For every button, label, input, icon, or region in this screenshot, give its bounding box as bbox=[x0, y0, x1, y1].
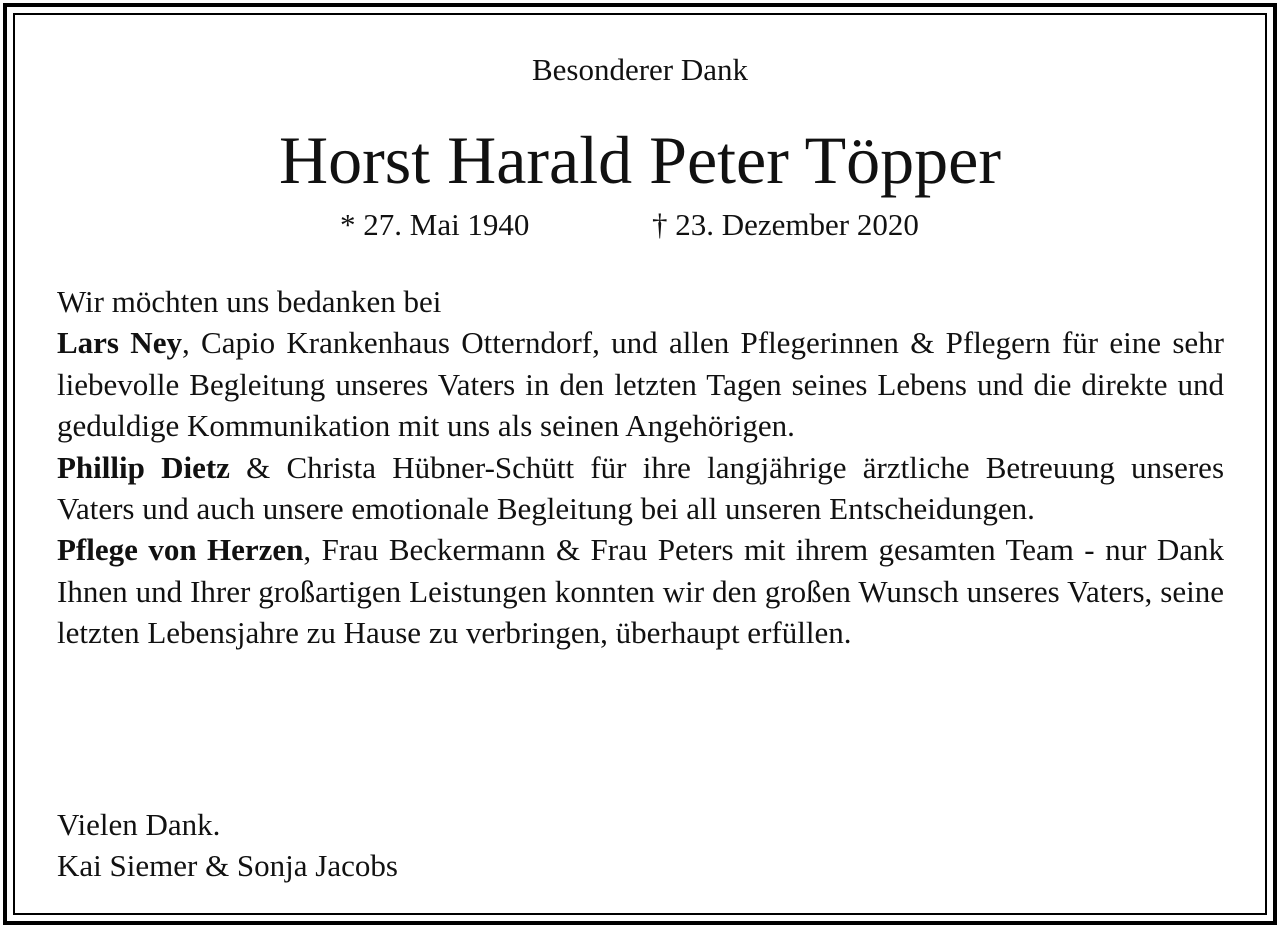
thanks-text: , Frau Beckermann & Frau Peters mit ihrem gesamten Team - nur Dank Ihnen und Ihrer großartigen Leistungen konnten wir den großen Wunsch unseres Vaters, seine letzten Lebensjahre zu Hause zu verbringen, überhaupt erfüllen. bbox=[57, 532, 1224, 651]
thanks-text: & Christa Hübner-Schütt für ihre langjährige ärztliche Betreuung unseres Vaters und auch unsere emotionale Begleitung bei all unseren Entscheidungen. bbox=[57, 449, 1225, 527]
thanks-recipient: Lars Ney bbox=[57, 325, 182, 361]
thanks-intro: Wir möchten uns bedanken bei bbox=[57, 284, 442, 319]
thanks-recipient: Phillip Dietz bbox=[57, 449, 230, 485]
death-date: † 23. Dezember 2020 bbox=[652, 207, 919, 242]
thanks-body bbox=[57, 281, 1224, 654]
signature: Kai Siemer & Sonja Jacobs bbox=[57, 848, 398, 883]
thanks-paragraph bbox=[57, 447, 1224, 530]
thanks-text: , Capio Krankenhaus Otterndorf, und allen Pflegerinnen & Pflegern für eine sehr liebevolle Begleitung unseres Vaters in den letzten Tagen seines Lebens und die direkte und geduldige Kommunikation mit uns als seinen Angehörigen. bbox=[57, 325, 1224, 444]
thanks-recipient: Pflege von Herzen bbox=[57, 532, 304, 568]
deceased-name: Horst Harald Peter Töpper bbox=[279, 122, 1001, 198]
notice-kicker: Besonderer Dank bbox=[531, 52, 749, 87]
thanks-paragraph bbox=[57, 529, 1224, 653]
closing-block bbox=[57, 804, 398, 886]
thanks-paragraph bbox=[57, 322, 1224, 446]
birth-date: * 27. Mai 1940 bbox=[340, 207, 530, 242]
closing-line: Vielen Dank. bbox=[57, 807, 221, 842]
